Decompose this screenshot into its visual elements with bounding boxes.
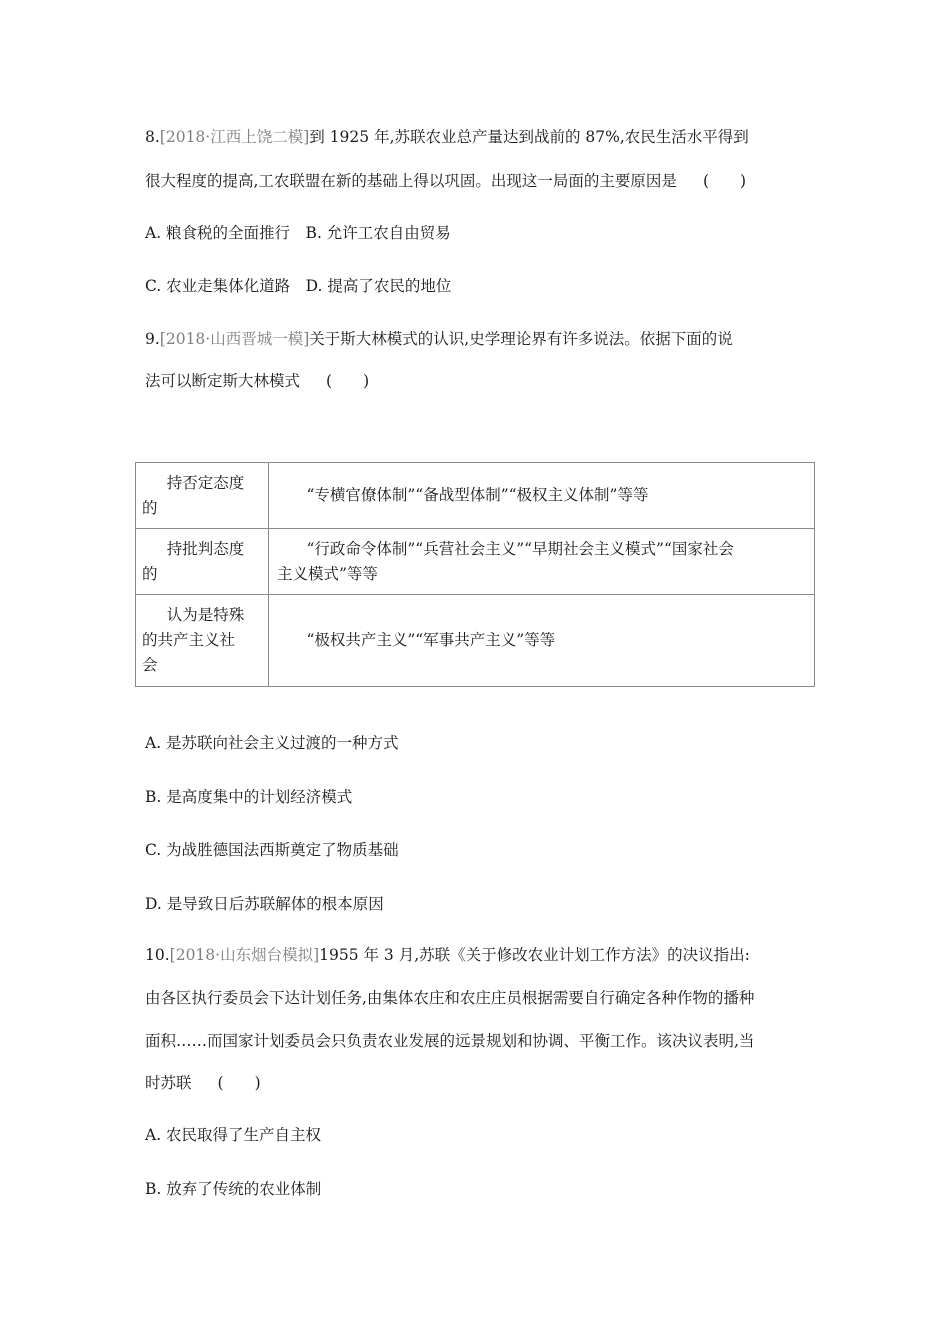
views-text: 主义模式”等等 [277,564,378,583]
q10-option-b: B. 放弃了传统的农业体制 [145,1180,322,1198]
table-row [136,529,815,595]
attitude-cell [136,595,269,687]
q10-stem-text-4: 时苏联 [145,1074,192,1092]
q8-number: 8. [145,128,160,146]
q10-stem-line-4 [145,1072,261,1094]
q8-stem-text-1: 到 1925 年,苏联农业总产量达到战前的 87%,农民生活水平得到 [309,128,749,146]
views-cell [269,595,815,687]
q9-stem-line-1 [145,328,733,350]
q9-option-a: A. 是苏联向社会主义过渡的一种方式 [145,734,399,752]
q10-stem-line-1 [145,944,750,966]
views-text: “专横官僚体制”“备战型体制”“极权主义体制”等等 [306,486,649,504]
q8-stem-text-2: 很大程度的提高,工农联盟在新的基础上得以巩固。出现这一局面的主要原因是 [145,172,677,190]
q9-number: 9. [145,330,160,348]
table-row [136,463,815,529]
q10-answer-parens: ( ) [217,1074,261,1092]
q9-option-c: C. 为战胜德国法西斯奠定了物质基础 [145,841,399,859]
q8-options-row-1: A. 粮食税的全面推行 B. 允许工农自由贸易 [145,224,451,242]
views-text: “极权共产主义”“军事共产主义”等等 [306,631,556,649]
q8-stem-line-1 [145,126,749,148]
attitude-text: 的 [142,498,158,517]
stalin-model-views-table [135,462,815,687]
q8-answer-parens: ( ) [702,172,747,190]
q9-option-d: D. 是导致日后苏联解体的根本原因 [145,895,384,913]
q10-source-tag: [2018·山东烟台模拟] [169,946,320,964]
q9-source-tag: [2018·山西晋城一模] [159,330,310,348]
attitude-text: 认为是特殊 [166,606,245,624]
views-text: “行政命令体制”“兵营社会主义”“早期社会主义模式”“国家社会 [306,539,734,558]
attitude-text: 会 [142,656,158,674]
q8-options-row-2: C. 农业走集体化道路 D. 提高了农民的地位 [145,277,452,295]
q9-answer-parens: ( ) [326,372,370,390]
q10-stem-line-2: 由各区执行委员会下达计划任务,由集体农庄和农庄庄员根据需要自行确定各种作物的播种 [145,989,755,1007]
attitude-text: 持批判态度 [166,539,245,558]
attitude-text: 的共产主义社 [142,631,236,649]
table-row [136,595,815,687]
q8-source-tag: [2018·江西上饶二模] [159,128,310,146]
q9-stem-text-2: 法可以断定斯大林模式 [145,372,301,390]
q9-option-b: B. 是高度集中的计划经济模式 [145,788,353,806]
views-cell [269,463,815,529]
q10-stem-text-1: 1955 年 3 月,苏联《关于修改农业计划工作方法》的决议指出: [319,946,750,964]
attitude-text: 的 [142,564,158,583]
attitude-cell [136,463,269,529]
q8-stem-line-2 [145,170,746,192]
q9-stem-line-2 [145,370,369,392]
attitude-cell [136,529,269,595]
q10-option-a: A. 农民取得了生产自主权 [145,1126,322,1144]
q10-stem-line-3: 面积……而国家计划委员会只负责农业发展的远景规划和协调、平衡工作。该决议表明,当 [145,1032,755,1050]
q10-number: 10. [145,946,170,964]
views-cell [269,529,815,595]
q9-stem-text-1: 关于斯大林模式的认识,史学理论界有许多说法。依据下面的说 [309,330,733,348]
attitude-text: 持否定态度 [166,473,245,492]
